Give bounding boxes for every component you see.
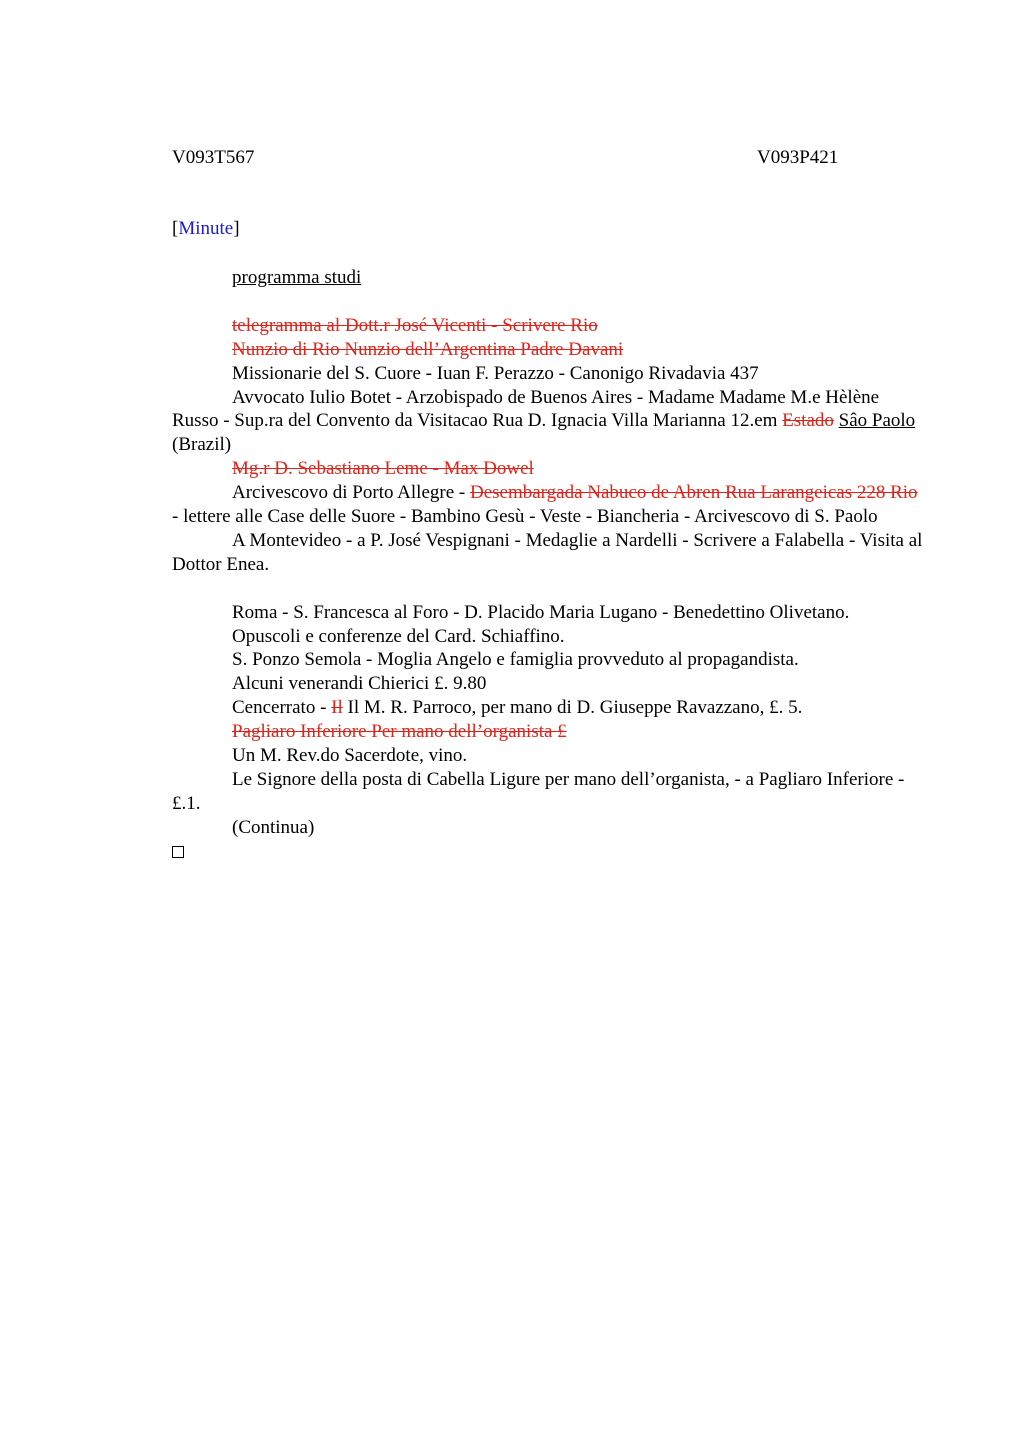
cencerrato-a: Cencerrato -: [232, 697, 332, 719]
deleted-il: Il: [331, 697, 343, 719]
line-missionarie: Missionarie del S. Cuore - Iuan F. Perazzo - Canonigo Rivadavia 437: [232, 362, 759, 384]
deleted-desembargada: Desembargada Nabuco de Abren Rua Larangeicas 228 Rio: [469, 482, 918, 504]
porto-allegre-text: Arcivescovo di Porto Allegre -: [232, 482, 470, 504]
deleted-estado: Estado: [782, 410, 834, 432]
sao-paolo-text: Sâo Paolo: [838, 410, 916, 432]
minute-link[interactable]: Minute: [178, 218, 234, 239]
paragraph-signore: Le Signore della posta di Cabella Ligure per mano dell’organista, - a Pagliaro Inferiore - £.1.: [172, 769, 905, 814]
cencerrato-b: Il M. R. Parroco, per mano di D. Giuseppe Ravazzano, £. 5.: [342, 697, 803, 719]
brazil-text: (Brazil): [172, 434, 232, 456]
paragraph-porto-allegre: [172, 481, 924, 529]
document-codes: [172, 147, 924, 171]
minute-label: [172, 218, 240, 240]
deleted-pagliaro: Pagliaro Inferiore Per mano dell’organista £: [232, 721, 567, 743]
bracket-open: [: [172, 218, 179, 239]
line-roma: Roma - S. Francesca al Foro - D. Placido Maria Lugano - Benedettino Olivetano.: [232, 601, 850, 623]
deleted-telegramma: telegramma al Dott.r José Vicenti - Scrivere Rio: [232, 314, 598, 336]
lettere-text: - lettere alle Case delle Suore - Bambino Gesù - Veste - Biancheria - Arcivescovo di S. Paolo: [172, 506, 878, 528]
line-chierici: Alcuni venerandi Chierici £. 9.80: [232, 673, 487, 695]
volume-code-right: V093P421: [757, 147, 839, 168]
paragraph-avvocato: [172, 386, 924, 458]
deleted-nunzio: Nunzio di Rio Nunzio dell’Argentina Padre Davani: [232, 338, 624, 360]
programma-heading: [172, 266, 924, 290]
line-telegramma: [172, 314, 924, 338]
programma-text: programma studi: [232, 267, 362, 288]
line-nunzio: [172, 338, 924, 362]
document-body: [172, 266, 924, 865]
line-cencerrato: [172, 696, 924, 720]
line-pagliaro: [172, 720, 924, 744]
line-leme: [172, 457, 924, 481]
end-box-icon: [172, 840, 924, 865]
paragraph-montevideo: A Montevideo - a P. José Vespignani - Medaglie a Nardelli - Scrivere a Falabella - Visita al Dottor Enea.: [172, 529, 923, 575]
line-opuscoli: Opuscoli e conferenze del Card. Schiaffino.: [232, 625, 565, 647]
deleted-leme: Mg.r D. Sebastiano Leme - Max Dowel: [232, 458, 534, 480]
volume-code-left: V093T567: [172, 147, 255, 168]
bracket-close: ]: [233, 218, 240, 239]
line-ponzo: S. Ponzo Semola - Moglia Angelo e famiglia provveduto al propagandista.: [232, 649, 799, 671]
avvocato-text: Avvocato Iulio Botet - Arzobispado de Buenos Aires - Madame Madame M.e Hèlène Russo - Sup.ra del Convento da Visitacao Rua D. Ignacia Villa Marianna 12.em: [172, 386, 880, 432]
line-continua: (Continua): [232, 816, 315, 838]
line-sacerdote: Un M. Rev.do Sacerdote, vino.: [232, 745, 468, 767]
